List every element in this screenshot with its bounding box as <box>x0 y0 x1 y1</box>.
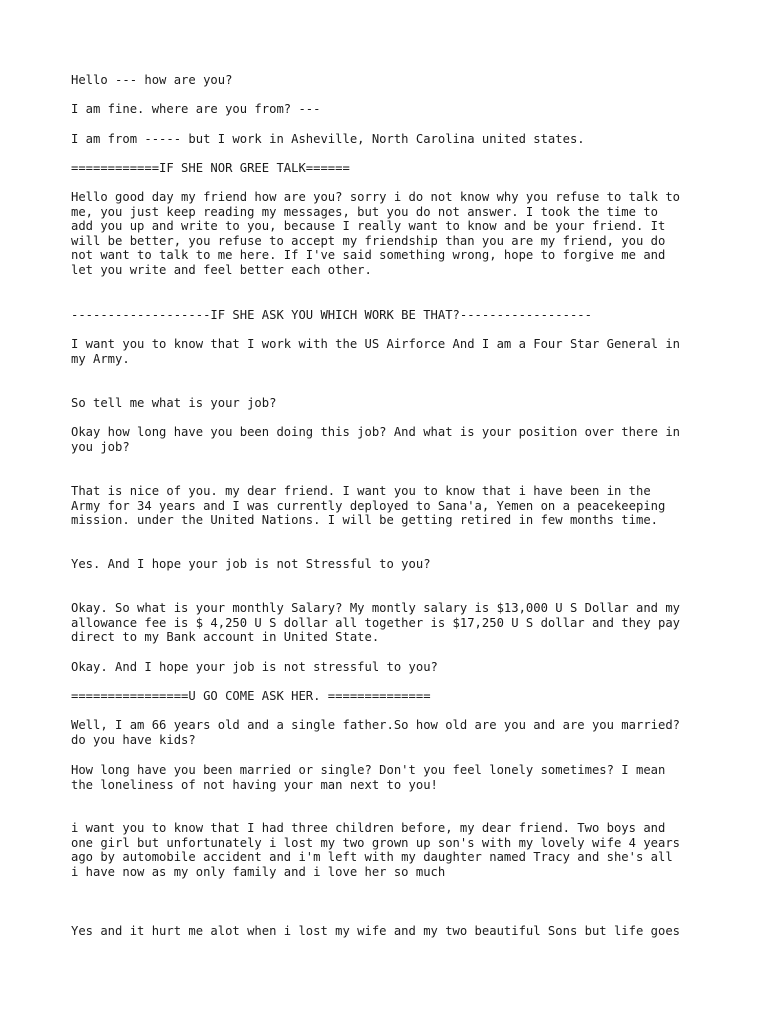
paragraph-married: How long have you been married or single? Don't you feel lonely sometimes? I mean the loneliness of not having your man next to you! <box>71 763 666 792</box>
paragraph-salary: Okay. So what is your monthly Salary? My montly salary is $13,000 U S Dollar and my allowance fee is $ 4,250 U S dollar all together is $17,250 U S dollar and they pay direct to my Bank account in United State. <box>71 601 681 645</box>
paragraph-children: i want you to know that I had three children before, my dear friend. Two boys and one girl but unfortunately i lost my two grown up son's with my lovely wife 4 years ago by automobile accident and i'm left with my daughter named Tracy and she's all i have now as my only family and i love her so much <box>71 821 681 879</box>
section-heading-ask-her: ================U GO COME ASK HER. ============== <box>71 689 431 703</box>
paragraph-friend-request: Hello good day my friend how are you? sorry i do not know why you refuse to talk to me, you just keep reading my messages, but you do not answer. I took the time to add you up and write to you, because I really want to know and be your friend. It will be better, you refuse to accept my friendship than you are my friend, you do not want to talk to me here. If I've said something wrong, hope to forgive me and let you write and feel better each other. <box>71 190 681 277</box>
paragraph-loss: Yes and it hurt me alot when i lost my wife and my two beautiful Sons but life goes <box>71 924 681 938</box>
paragraph-reply-where-from: I am fine. where are you from? --- <box>71 102 321 116</box>
paragraph-age: Well, I am 66 years old and a single father.So how old are you and are you married? do you have kids? <box>71 718 681 747</box>
paragraph-job-duration: Okay how long have you been doing this job? And what is your position over there in you job? <box>71 425 681 454</box>
paragraph-ask-job: So tell me what is your job? <box>71 396 277 410</box>
paragraph-location: I am from ----- but I work in Asheville, North Carolina united states. <box>71 132 585 146</box>
paragraph-army-years: That is nice of you. my dear friend. I want you to know that i have been in the Army for 34 years and I was currently deployed to Sana'a, Yemen on a peacekeeping mission. under the United Nations. I will be getting retired in few months time. <box>71 484 666 528</box>
paragraph-stressful: Yes. And I hope your job is not Stressful to you? <box>71 557 431 571</box>
paragraph-airforce: I want you to know that I work with the US Airforce And I am a Four Star General in my Army. <box>71 337 681 366</box>
paragraph-stressful-again: Okay. And I hope your job is not stressful to you? <box>71 660 438 674</box>
section-heading-which-work: -------------------IF SHE ASK YOU WHICH WORK BE THAT?------------------ <box>71 308 592 322</box>
paragraph-greeting: Hello --- how are you? <box>71 73 233 87</box>
section-heading-no-talk: ============IF SHE NOR GREE TALK====== <box>71 161 350 175</box>
